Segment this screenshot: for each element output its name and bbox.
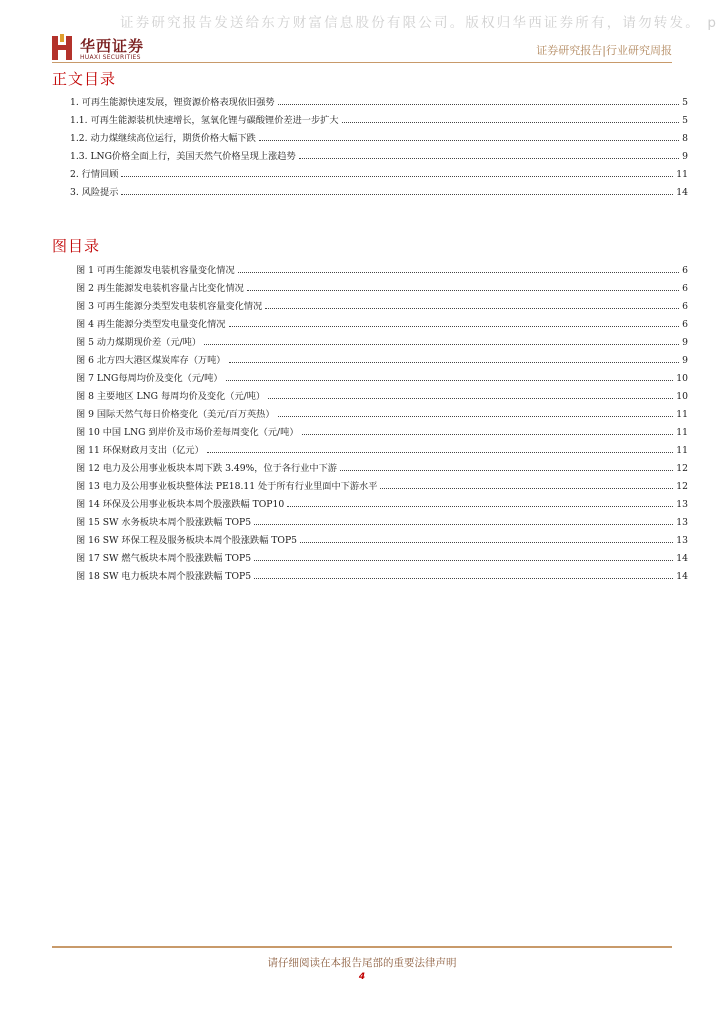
dot-leader [278, 415, 674, 417]
dot-leader [254, 559, 673, 561]
figure-entry-label: 图 13 电力及公用事业板块整体法 PE18.11 处于所有行业里面中下游水平 [76, 481, 378, 492]
toc-entry[interactable] [70, 184, 688, 202]
toc-entry-page: 14 [676, 187, 688, 198]
figure-entry-page: 14 [676, 571, 688, 582]
toc-entry[interactable] [70, 130, 688, 148]
dot-leader [265, 307, 679, 309]
dot-leader [229, 325, 680, 327]
figure-entry-label: 图 17 SW 燃气板块本周个股涨跌幅 TOP5 [76, 553, 252, 564]
dot-leader [342, 121, 680, 123]
figure-entry-page: 13 [676, 535, 688, 546]
figure-entry-label: 图 2 再生能源发电装机容量占比变化情况 [76, 283, 244, 294]
figure-entry-page: 11 [676, 427, 688, 438]
dot-leader [204, 343, 679, 345]
dot-leader [259, 139, 679, 141]
figure-entry[interactable] [76, 388, 688, 406]
figure-entry-label: 图 3 可再生能源分类型发电装机容量变化情况 [76, 301, 263, 312]
header-divider [52, 62, 672, 63]
figure-entry-page: 13 [676, 517, 688, 528]
figure-entry-label: 图 4 再生能源分类型发电量变化情况 [76, 319, 226, 330]
page-number: 4 [358, 972, 366, 982]
footer-divider [52, 946, 672, 948]
figure-entry[interactable] [76, 442, 688, 460]
figure-entry-label: 图 18 SW 电力板块本周个股涨跌幅 TOP5 [76, 571, 252, 582]
figure-entry-label: 图 10 中国 LNG 到岸价及市场价差每周变化（元/吨） [76, 427, 299, 438]
figure-entry-label: 图 9 国际天然气每日价格变化（美元/百万英热） [76, 409, 275, 420]
dot-leader [247, 289, 679, 291]
toc-entry-label: 3. 风险提示 [70, 187, 119, 198]
dot-leader [229, 361, 680, 363]
toc-entry-label: 1. 可再生能源快速发展，锂资源价格表现依旧强势 [70, 97, 275, 108]
figure-entry[interactable] [76, 334, 688, 352]
figure-entry[interactable] [76, 496, 688, 514]
figure-entry[interactable] [76, 298, 688, 316]
figure-entry[interactable] [76, 280, 688, 298]
toc-entry[interactable] [70, 166, 688, 184]
dot-leader [278, 103, 680, 105]
huaxi-logo-icon [52, 34, 74, 62]
dot-leader [287, 505, 673, 507]
figure-entry-page: 14 [676, 553, 688, 564]
toc-entry[interactable] [70, 148, 688, 166]
toc-entry[interactable] [70, 112, 688, 130]
figure-entry[interactable] [76, 514, 688, 532]
toc-entry-label: 1.2. 动力煤继续高位运行，期货价格大幅下跌 [70, 133, 256, 144]
figure-entry[interactable] [76, 406, 688, 424]
toc-entry-page: 5 [682, 97, 688, 108]
report-type-label: 证券研究报告|行业研究周报 [536, 44, 672, 57]
figure-entry-label: 图 6 北方四大港区煤炭库存（万吨） [76, 355, 226, 366]
figure-entry-page: 6 [682, 265, 688, 276]
figure-entry[interactable] [76, 370, 688, 388]
figure-entry-label: 图 14 环保及公用事业板块本周个股涨跌幅 TOP10 [76, 499, 285, 510]
dot-leader [268, 397, 673, 399]
dot-leader [380, 487, 673, 489]
dot-leader [299, 157, 679, 159]
toc-entry-label: 1.3. LNG价格全面上行，美国天然气价格呈现上涨趋势 [70, 151, 296, 162]
figure-list [76, 262, 688, 586]
dot-leader [254, 577, 673, 579]
dot-leader [300, 541, 673, 543]
figure-entry-page: 12 [676, 481, 688, 492]
figure-entry[interactable] [76, 460, 688, 478]
figure-entry-label: 图 11 环保财政月支出（亿元） [76, 445, 204, 456]
dot-leader [121, 175, 673, 177]
dot-leader [302, 433, 674, 435]
figure-entry-page: 9 [682, 337, 688, 348]
toc-title: 正文目录 [52, 70, 117, 88]
figure-entry-page: 11 [676, 445, 688, 456]
toc-entry-page: 11 [676, 169, 688, 180]
figure-entry-page: 11 [676, 409, 688, 420]
figure-entry-page: 6 [682, 283, 688, 294]
dot-leader [238, 271, 679, 273]
toc-entry-label: 1.1. 可再生能源装机快速增长，氢氧化锂与碳酸锂价差进一步扩大 [70, 115, 339, 126]
toc-list [70, 94, 688, 202]
figure-entry-label: 图 15 SW 水务板块本周个股涨跌幅 TOP5 [76, 517, 252, 528]
figure-entry-label: 图 8 主要地区 LNG 每周均价及变化（元/吨） [76, 391, 266, 402]
dot-leader [340, 469, 673, 471]
figure-entry[interactable] [76, 550, 688, 568]
figure-entry[interactable] [76, 352, 688, 370]
figure-entry[interactable] [76, 316, 688, 334]
figure-entry-page: 10 [676, 373, 688, 384]
figure-entry[interactable] [76, 424, 688, 442]
figure-entry[interactable] [76, 568, 688, 586]
figure-entry-page: 6 [682, 319, 688, 330]
figure-entry-page: 13 [676, 499, 688, 510]
watermark-text: 证券研究报告发送给东方财富信息股份有限公司。版权归华西证券所有，请勿转发。 p [120, 15, 719, 31]
toc-entry-page: 8 [682, 133, 688, 144]
dot-leader [254, 523, 673, 525]
figure-entry[interactable] [76, 478, 688, 496]
figure-entry-page: 12 [676, 463, 688, 474]
figure-entry-page: 9 [682, 355, 688, 366]
dot-leader [207, 451, 674, 453]
toc-entry-label: 2. 行情回顾 [70, 169, 119, 180]
legal-notice: 请仔细阅读在本报告尾部的重要法律声明 [267, 957, 457, 969]
figure-list-title: 图目录 [52, 237, 101, 255]
figure-entry-label: 图 7 LNG每周均价及变化（元/吨） [76, 373, 223, 384]
figure-entry[interactable] [76, 532, 688, 550]
figure-entry-label: 图 12 电力及公用事业板块本周下跌 3.49%，位于各行业中下游 [76, 463, 337, 474]
figure-entry-label: 图 1 可再生能源发电装机容量变化情况 [76, 265, 235, 276]
figure-entry-label: 图 5 动力煤期现价差（元/吨） [76, 337, 202, 348]
toc-entry-page: 5 [682, 115, 688, 126]
dot-leader [226, 379, 674, 381]
figure-entry-page: 6 [682, 301, 688, 312]
toc-entry[interactable] [70, 94, 688, 112]
toc-entry-page: 9 [682, 151, 688, 162]
logo-english-name: HUAXI SECURITIES [80, 54, 141, 61]
figure-entry-label: 图 16 SW 环保工程及服务板块本周个股涨跌幅 TOP5 [76, 535, 297, 546]
dot-leader [121, 193, 673, 195]
logo-chinese-name: 华西证券 [80, 37, 145, 55]
figure-entry[interactable] [76, 262, 688, 280]
figure-entry-page: 10 [676, 391, 688, 402]
